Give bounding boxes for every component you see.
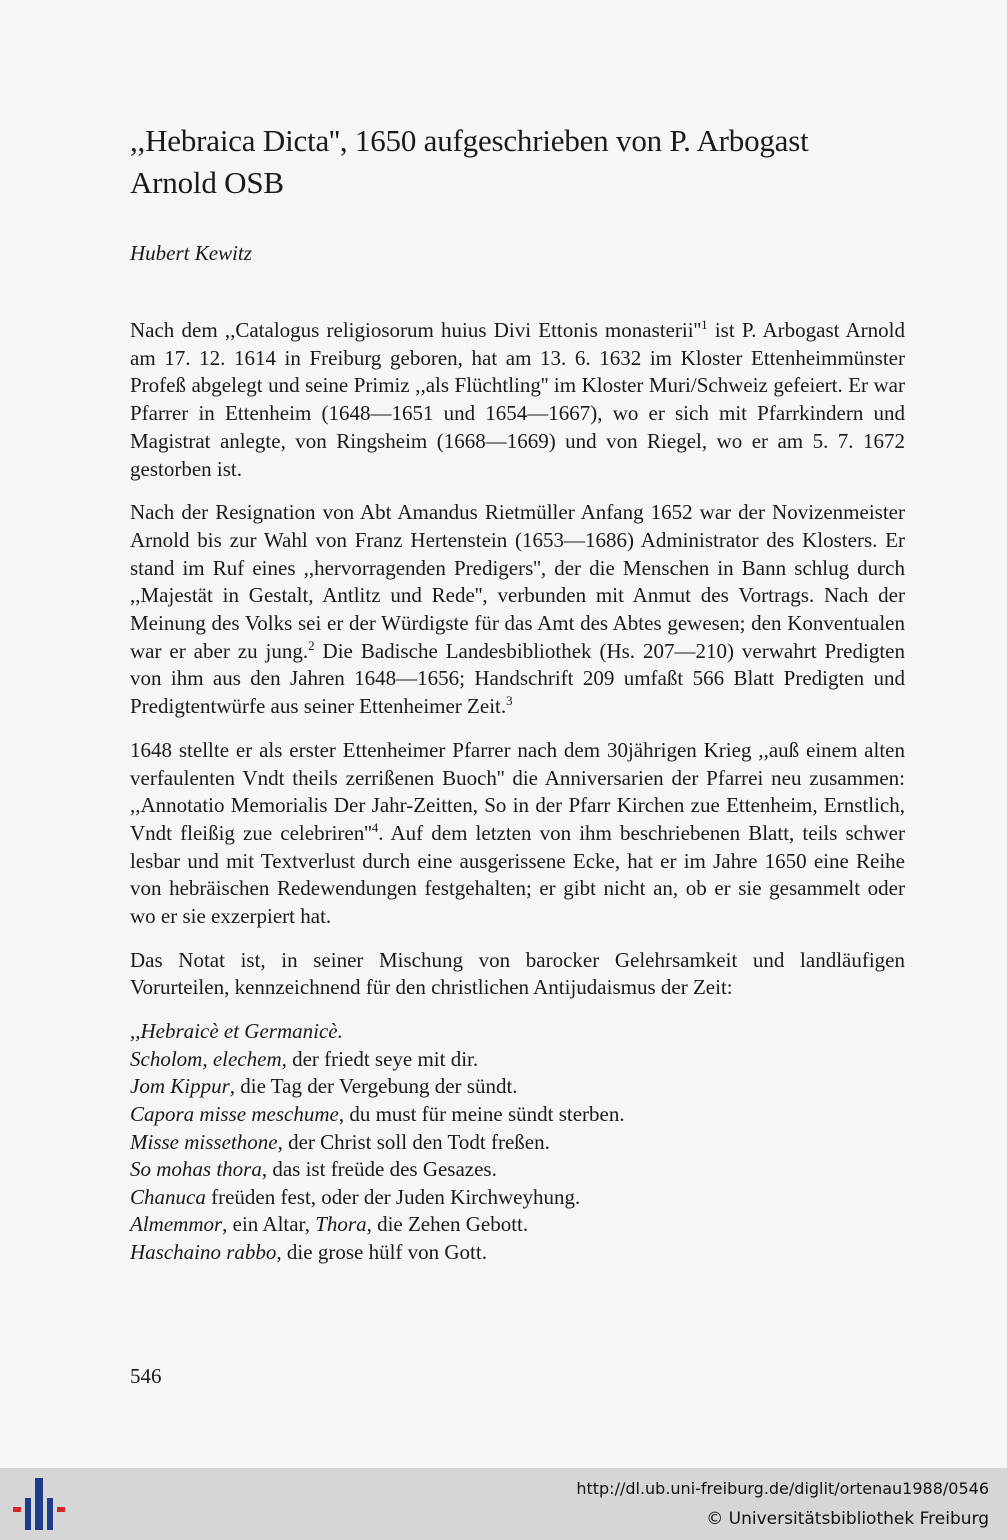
hebrew-term: So mohas thora [130,1157,262,1182]
paragraph-text: Die Badische Landesbibliothek (Hs. 207—210) verwahrt Predigten von ihm aus den Jahren 1648—1656; Handschrift 209 umfaßt 566 Blatt Predigten und Predigtentwürfe aus seiner Ettenheimer Zeit. [130,638,905,719]
article-content [130,120,905,1267]
hebrew-term: Jom Kippur [130,1074,230,1099]
body-paragraph [130,499,905,721]
hebrew-phrase-line [130,1156,905,1184]
hebrew-term: Thora [315,1212,367,1237]
body-paragraph [130,737,905,931]
german-translation: , die Tag der Vergebung der sündt. [229,1074,518,1099]
ub-freiburg-logo-icon[interactable] [12,1476,66,1532]
page-number: 546 [130,1364,162,1388]
german-translation: der friedt seye mit dir. [286,1046,479,1071]
footer-url-link[interactable]: http://dl.ub.uni-freiburg.de/diglit/ortenau1988/0546 [576,1479,989,1498]
hebrew-phrase-list [130,1018,905,1266]
body-paragraph [130,317,905,483]
hebrew-phrase-line [130,1239,905,1267]
article-body [130,317,905,1002]
hebrew-term: Capora misse meschume [130,1101,339,1126]
german-translation: , die Zehen Gebott. [366,1212,529,1237]
footnote-marker[interactable]: 1 [701,317,708,332]
hebrew-phrase-line [130,1101,905,1129]
paragraph-text: 1648 stellte er als erster Ettenheimer Pfarrer nach dem 30jährigen Krieg ,,auß einem alten verfaulenten Vndt theils zerrißenen Buoch'' die Anniversarien der Pfarrei neu zusammen: ,,Annotatio Memorialis Der Jahr-Zeitten, So in der Pfarr Kirchen zue Ettenheim, Ernstlich, Vndt fleißig zue celebriren'' [130,737,905,845]
german-translation: freüden fest, oder der Juden Kirchweyhung. [205,1184,581,1209]
article-title-line-1: ,,Hebraica Dicta'', 1650 aufgeschrieben von P. Arbogast [130,123,809,158]
footnote-marker[interactable]: 4 [371,819,379,835]
footer-bar [0,1468,1007,1540]
german-translation: , du must für meine sündt sterben. [338,1101,625,1126]
body-paragraph [130,947,905,1002]
paragraph-text: Nach dem ,,Catalogus religiosorum huius Divi Ettonis monasterii'' [130,318,702,342]
hebrew-term: ,,Hebraicè et Germanicè. [130,1019,343,1044]
hebrew-phrase-line [130,1018,905,1046]
hebrew-phrase-line [130,1184,905,1212]
hebrew-term: Chanuca [130,1184,206,1209]
article-title [130,120,905,204]
footer-copyright: © Universitätsbibliothek Freiburg [706,1509,989,1529]
hebrew-phrase-line [130,1211,905,1239]
hebrew-term: Haschaino rabbo [130,1239,277,1264]
hebrew-phrase-line [130,1073,905,1101]
german-translation: , ein Altar, [222,1212,316,1237]
hebrew-phrase-line [130,1129,905,1157]
hebrew-term: Almemmor [130,1212,223,1237]
german-translation: , die grose hülf von Gott. [276,1239,487,1264]
article-author: Hubert Kewitz [130,241,252,265]
paragraph-text: ist P. Arbogast Arnold am 17. 12. 1614 in Freiburg geboren, hat am 13. 6. 1632 im Kloster Ettenheimmünster Profeß abgelegt und seine Primiz ,,als Flüchtling'' im Kloster Muri/Schweiz gefeiert. Er war Pfarrer in Ettenheim (1648—1651 und 1654—1667), wo er sich mit Pfarrkindern und Magistrat anlegte, von Ringsheim (1668—1669) und von Riegel, wo er am 5. 7. 1672 gestorben ist. [130,318,905,481]
paragraph-text: . Auf dem letzten von ihm beschriebenen Blatt, teils schwer lesbar und mit Textverlust durch eine ausgerissene Ecke, hat er im Jahre 1650 eine Reihe von hebräischen Redewendungen festgehalten; er gibt nicht an, ob er sie gesammelt oder wo er sie exzerpiert hat. [130,820,905,929]
hebrew-term: Scholom, elechem, [130,1046,287,1071]
paragraph-text: Das Notat ist, in seiner Mischung von barocker Gelehrsamkeit und landläufigen Vorurteilen, kennzeichnend für den christlichen Antijudaismus der Zeit: [130,947,905,1000]
german-translation: , der Christ soll den Todt freßen. [277,1129,550,1154]
article-title-line-2: Arnold OSB [130,165,284,200]
hebrew-term: Misse missethone [130,1129,278,1154]
footnote-marker[interactable]: 2 [308,637,315,653]
footnote-marker[interactable]: 3 [506,693,513,709]
hebrew-phrase-line [130,1046,905,1074]
paragraph-text: Nach der Resignation von Abt Amandus Rietmüller Anfang 1652 war der Novizenmeister Arnold bis zur Wahl von Franz Hertenstein (1653—1686) Administrator des Klosters. Er stand im Ruf eines ,,hervorragenden Predigers'', der die Menschen in Bann schlug durch ,,Majestät in Gestalt, Antlitz und Rede'', verbunden mit Anmut des Vortrags. Nach der Meinung des Volks sei er der Würdigste für das Amt des Abtes gewesen; den Konventualen war er aber zu jung. [130,500,905,663]
german-translation: , das ist freüde des Gesazes. [261,1157,497,1182]
